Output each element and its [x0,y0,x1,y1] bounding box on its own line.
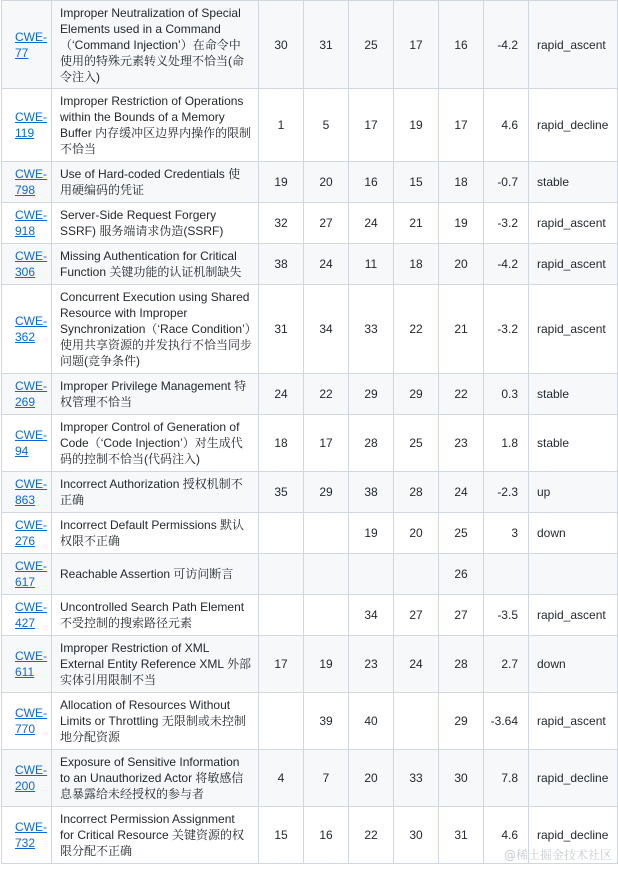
cwe-id-cell [2,554,52,595]
rank-cell-4: 30 [394,807,439,864]
rank-cell-4: 18 [394,244,439,285]
rank-cell-4: 17 [394,1,439,89]
cwe-id-link[interactable]: CWE-306 [15,249,47,279]
cwe-description: Reachable Assertion 可访问断言 [52,554,259,595]
cwe-id-link[interactable]: CWE-119 [15,110,47,140]
watermark: @稀土掘金技术社区 [503,848,612,862]
trend-cell: rapid_ascent [529,203,618,244]
cwe-id-link[interactable]: CWE-611 [15,649,47,679]
cwe-id-cell [2,374,52,415]
rank-cell-4: 33 [394,750,439,807]
rank-cell-2: 24 [304,244,349,285]
rank-cell-1: 30 [259,1,304,89]
rank-cell-3: 17 [349,89,394,162]
rank-cell-4: 24 [394,636,439,693]
rank-cell-3: 34 [349,595,394,636]
table-row [2,554,618,595]
cwe-id-link[interactable]: CWE-798 [15,167,47,197]
cwe-id-cell [2,203,52,244]
rank-cell-5: 20 [439,244,484,285]
trend-cell [529,554,618,595]
cwe-description: Exposure of Sensitive Information to an Unauthorized Actor 将敏感信息暴露给未经授权的参与者 [52,750,259,807]
delta-cell: 2.7 [484,636,529,693]
rank-cell-2: 39 [304,693,349,750]
table-row [2,472,618,513]
rank-cell-1: 1 [259,89,304,162]
delta-cell: 3 [484,513,529,554]
cwe-id-cell [2,750,52,807]
rank-cell-1 [259,693,304,750]
cwe-id-cell [2,415,52,472]
rank-cell-5: 17 [439,89,484,162]
cwe-description: Server-Side Request Forgery SSRF) 服务端请求伪造(SSRF) [52,203,259,244]
cwe-id-cell [2,807,52,864]
table-row [2,285,618,374]
cwe-id-link[interactable]: CWE-94 [15,428,47,458]
rank-cell-1: 31 [259,285,304,374]
delta-cell: -3.64 [484,693,529,750]
table-row [2,1,618,89]
delta-cell: 4.6 [484,89,529,162]
rank-cell-2: 17 [304,415,349,472]
rank-cell-4: 29 [394,374,439,415]
cwe-id-link[interactable]: CWE-732 [15,820,47,850]
rank-cell-4: 15 [394,162,439,203]
rank-cell-4: 25 [394,415,439,472]
rank-cell-2: 29 [304,472,349,513]
rank-cell-1 [259,513,304,554]
trend-cell: stable [529,374,618,415]
rank-cell-3 [349,554,394,595]
rank-cell-5: 29 [439,693,484,750]
cwe-description: Allocation of Resources Without Limits or Throttling 无限制或未控制地分配资源 [52,693,259,750]
trend-cell: rapid_ascent [529,1,618,89]
delta-cell: 7.8 [484,750,529,807]
cwe-description: Uncontrolled Search Path Element 不受控制的搜索路径元素 [52,595,259,636]
delta-cell: -4.2 [484,244,529,285]
delta-cell [484,554,529,595]
rank-cell-5: 24 [439,472,484,513]
cwe-description: Improper Neutralization of Special Elements used in a Command（‘Command Injection’）在命令中使用的特殊元素转义处理不恰当(命令注入) [52,1,259,89]
rank-cell-1: 18 [259,415,304,472]
rank-cell-3: 33 [349,285,394,374]
table-row [2,89,618,162]
rank-cell-2: 31 [304,1,349,89]
trend-cell: rapid_decline [529,807,618,864]
cwe-id-cell [2,162,52,203]
rank-cell-5: 26 [439,554,484,595]
rank-cell-2: 22 [304,374,349,415]
rank-cell-3: 19 [349,513,394,554]
rank-cell-3: 11 [349,244,394,285]
rank-cell-3: 28 [349,415,394,472]
delta-cell: -3.2 [484,285,529,374]
cwe-id-link[interactable]: CWE-770 [15,706,47,736]
trend-cell: rapid_decline [529,750,618,807]
delta-cell: -0.7 [484,162,529,203]
cwe-id-cell [2,244,52,285]
cwe-id-link[interactable]: CWE-617 [15,559,47,589]
rank-cell-4: 28 [394,472,439,513]
trend-cell: rapid_ascent [529,285,618,374]
trend-cell: stable [529,162,618,203]
rank-cell-5: 21 [439,285,484,374]
table-row [2,750,618,807]
rank-cell-2: 20 [304,162,349,203]
cwe-id-cell [2,595,52,636]
rank-cell-1: 15 [259,807,304,864]
trend-cell: down [529,636,618,693]
rank-cell-3: 40 [349,693,394,750]
trend-cell: rapid_decline [529,89,618,162]
rank-cell-4 [394,693,439,750]
rank-cell-2: 16 [304,807,349,864]
trend-cell: rapid_ascent [529,244,618,285]
delta-cell: 1.8 [484,415,529,472]
cwe-id-link[interactable]: CWE-77 [15,29,47,60]
delta-cell: 0.3 [484,374,529,415]
delta-cell: -4.2 [484,1,529,89]
cwe-id-link[interactable]: CWE-362 [15,314,47,344]
rank-cell-1: 32 [259,203,304,244]
trend-cell: rapid_ascent [529,595,618,636]
rank-cell-5: 19 [439,203,484,244]
table-row [2,636,618,693]
rank-cell-3: 24 [349,203,394,244]
cwe-description: Incorrect Default Permissions 默认权限不正确 [52,513,259,554]
cwe-id-cell [2,285,52,374]
rank-cell-5: 28 [439,636,484,693]
rank-cell-5: 31 [439,807,484,864]
cwe-description: Improper Restriction of XML External Entity Reference XML 外部实体引用限制不当 [52,636,259,693]
rank-cell-1: 35 [259,472,304,513]
cwe-description: Improper Privilege Management 特权管理不恰当 [52,374,259,415]
rank-cell-2: 34 [304,285,349,374]
cwe-description: Improper Control of Generation of Code（‘Code Injection’）对生成代码的控制不恰当(代码注入) [52,415,259,472]
rank-cell-4: 27 [394,595,439,636]
cwe-id-link[interactable]: CWE-276 [15,518,47,548]
rank-cell-1: 4 [259,750,304,807]
cwe-id-cell [2,693,52,750]
rank-cell-4: 20 [394,513,439,554]
rank-cell-3: 25 [349,1,394,89]
rank-cell-3: 16 [349,162,394,203]
trend-cell: rapid_ascent [529,693,618,750]
rank-cell-5: 18 [439,162,484,203]
rank-cell-3: 38 [349,472,394,513]
rank-cell-5: 27 [439,595,484,636]
rank-cell-1: 19 [259,162,304,203]
cwe-description: Use of Hard-coded Credentials 使用硬编码的凭证 [52,162,259,203]
rank-cell-5: 23 [439,415,484,472]
rank-cell-5: 16 [439,1,484,89]
table-row [2,162,618,203]
table-row [2,415,618,472]
rank-cell-2 [304,595,349,636]
cwe-id-cell [2,472,52,513]
cwe-description: Improper Restriction of Operations within the Bounds of a Memory Buffer 内存缓冲区边界内操作的限制不恰当 [52,89,259,162]
cwe-id-link[interactable]: CWE-200 [15,763,47,793]
rank-cell-3: 20 [349,750,394,807]
rank-cell-4 [394,554,439,595]
trend-cell: down [529,513,618,554]
delta-cell: -2.3 [484,472,529,513]
table-row [2,244,618,285]
trend-cell: stable [529,415,618,472]
delta-cell: -3.2 [484,203,529,244]
cwe-id-cell [2,513,52,554]
rank-cell-5: 30 [439,750,484,807]
rank-cell-3: 22 [349,807,394,864]
cwe-id-cell [2,636,52,693]
table-row [2,595,618,636]
table-row [2,203,618,244]
rank-cell-4: 19 [394,89,439,162]
cwe-description: Missing Authentication for Critical Function 关键功能的认证机制缺失 [52,244,259,285]
delta-cell: -3.5 [484,595,529,636]
rank-cell-2 [304,554,349,595]
rank-cell-1: 38 [259,244,304,285]
rank-cell-2 [304,513,349,554]
rank-cell-1: 24 [259,374,304,415]
cwe-table [1,0,618,864]
rank-cell-2: 7 [304,750,349,807]
cwe-description: Incorrect Authorization 授权机制不正确 [52,472,259,513]
rank-cell-4: 21 [394,203,439,244]
rank-cell-1: 17 [259,636,304,693]
cwe-id-link[interactable]: CWE-863 [15,477,47,507]
rank-cell-3: 23 [349,636,394,693]
rank-cell-4: 22 [394,285,439,374]
rank-cell-2: 19 [304,636,349,693]
table-body [2,1,618,864]
cwe-id-link[interactable]: CWE-918 [15,208,47,238]
rank-cell-2: 27 [304,203,349,244]
cwe-id-link[interactable]: CWE-427 [15,600,47,630]
cwe-description: Concurrent Execution using Shared Resource with Improper Synchronization（‘Race Condition’）使用共享资源的并发执行不恰当同步问题(竞争条件) [52,285,259,374]
table-row [2,693,618,750]
trend-cell: up [529,472,618,513]
cwe-id-cell [2,89,52,162]
table-row [2,513,618,554]
rank-cell-3: 29 [349,374,394,415]
rank-cell-1 [259,554,304,595]
rank-cell-5: 25 [439,513,484,554]
rank-cell-1 [259,595,304,636]
cwe-description: Incorrect Permission Assignment for Critical Resource 关键资源的权限分配不正确 [52,807,259,864]
table-row [2,374,618,415]
delta-cell: 4.6 [484,807,529,864]
cwe-id-cell [2,1,52,89]
cwe-id-link[interactable]: CWE-269 [15,379,47,409]
rank-cell-5: 22 [439,374,484,415]
rank-cell-2: 5 [304,89,349,162]
